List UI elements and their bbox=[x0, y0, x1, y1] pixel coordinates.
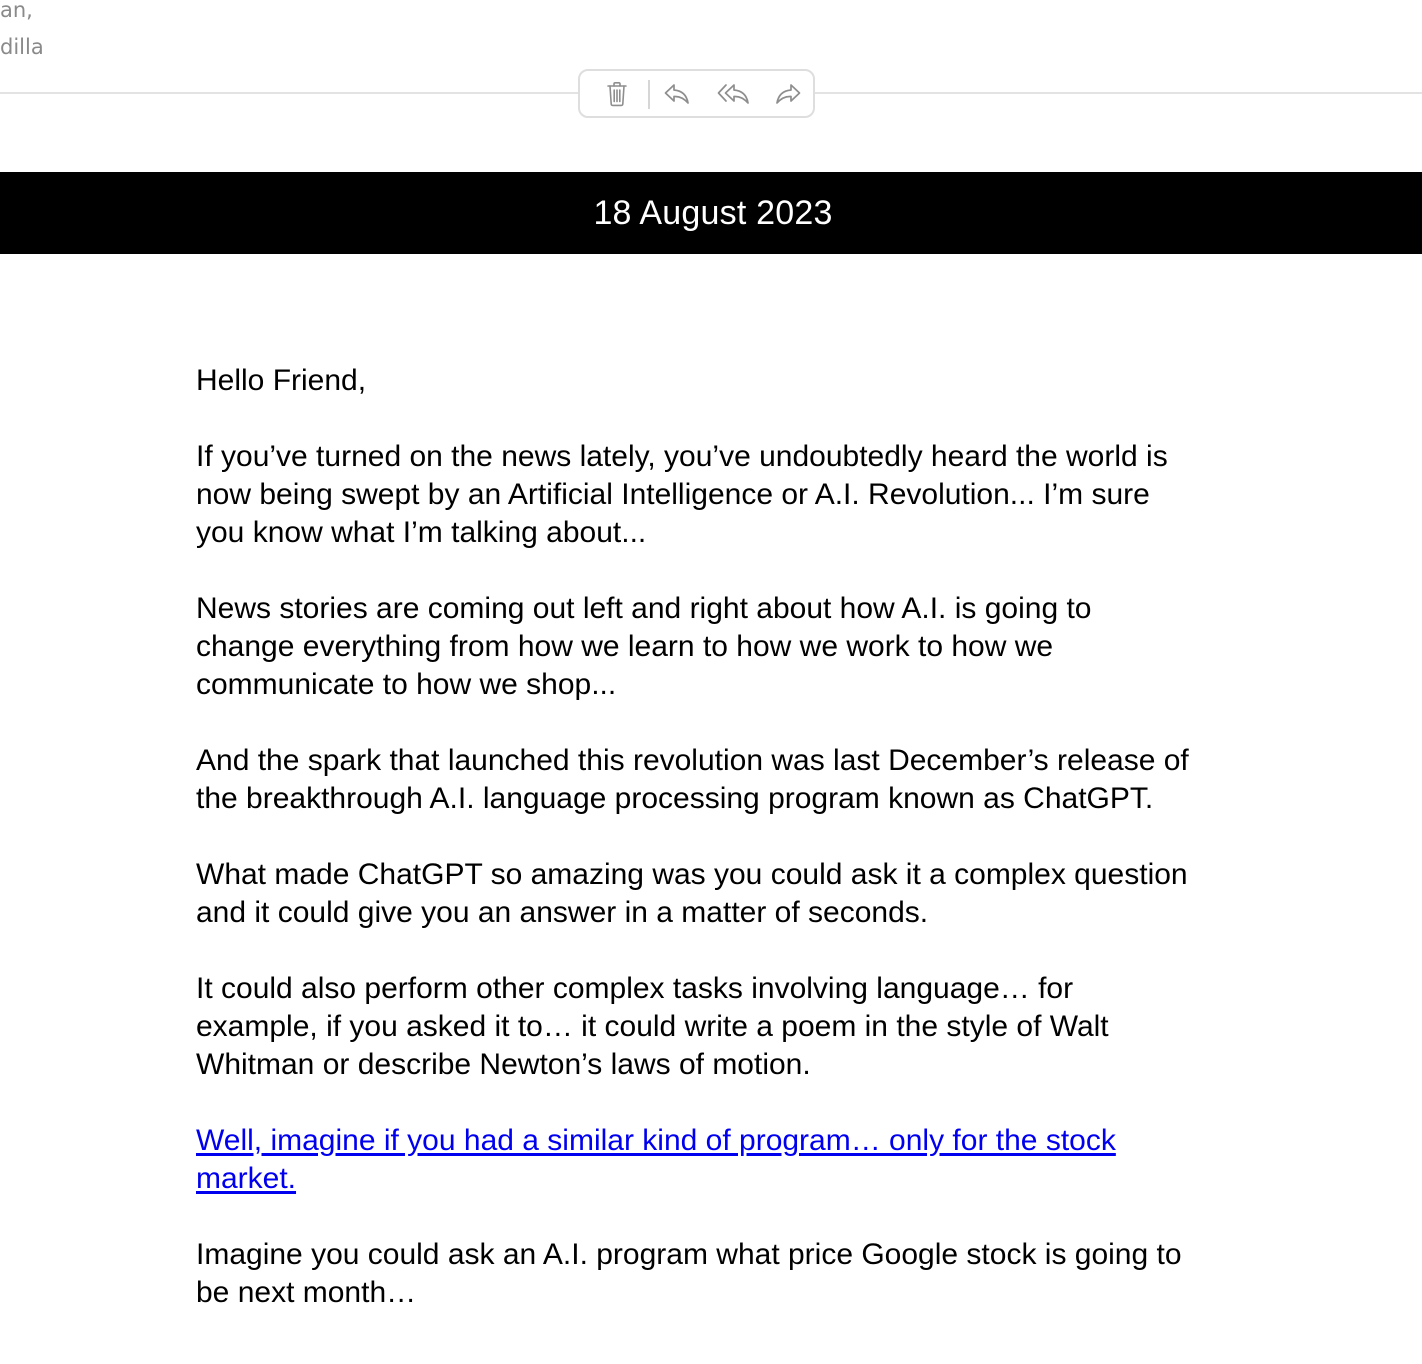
date-banner bbox=[0, 172, 1422, 254]
email-paragraph: And the spark that launched this revolution was last December’s release of the breakthrough A.I. language processing program known as ChatGPT. bbox=[196, 744, 1189, 815]
forward-icon bbox=[774, 82, 802, 106]
email-paragraph: If you’ve turned on the news lately, you’ve undoubtedly heard the world is now being swept by an Artificial Intelligence or A.I. Revolution... I’m sure you know what I’m talking about... bbox=[196, 440, 1168, 549]
reply-all-icon bbox=[717, 82, 751, 106]
trash-icon bbox=[606, 81, 628, 107]
header-fragment-line: an, bbox=[0, 0, 33, 22]
email-greeting: Hello Friend, bbox=[196, 364, 367, 397]
email-paragraph: Imagine you could ask an A.I. program what price Google stock is going to be next month… bbox=[196, 1238, 1182, 1309]
message-actions-toolbar bbox=[578, 69, 815, 118]
forward-button[interactable] bbox=[771, 79, 805, 109]
reply-all-button[interactable] bbox=[714, 79, 754, 109]
toolbar-separator bbox=[648, 80, 650, 109]
email-link-paragraph bbox=[196, 1122, 1196, 1198]
reply-button[interactable] bbox=[660, 79, 694, 109]
stock-program-link[interactable]: Well, imagine if you had a similar kind of program… only for the stock market. bbox=[196, 1124, 1116, 1195]
message-header-fragment bbox=[0, 0, 44, 66]
reply-icon bbox=[663, 82, 691, 106]
delete-button[interactable] bbox=[600, 79, 634, 109]
header-fragment-line: dilla bbox=[0, 35, 44, 59]
email-paragraph: What made ChatGPT so amazing was you could ask it a complex question and it could give you an answer in a matter of seconds. bbox=[196, 858, 1188, 929]
email-paragraph: It could also perform other complex tasks involving language… for example, if you asked it to… it could write a poem in the style of Walt Whitman or describe Newton’s laws of motion. bbox=[196, 972, 1109, 1081]
email-paragraph: News stories are coming out left and right about how A.I. is going to change everything from how we learn to how we work to how we communicate to how we shop... bbox=[196, 592, 1092, 701]
banner-date: 18 August 2023 bbox=[593, 193, 833, 232]
email-body bbox=[196, 362, 1196, 1350]
